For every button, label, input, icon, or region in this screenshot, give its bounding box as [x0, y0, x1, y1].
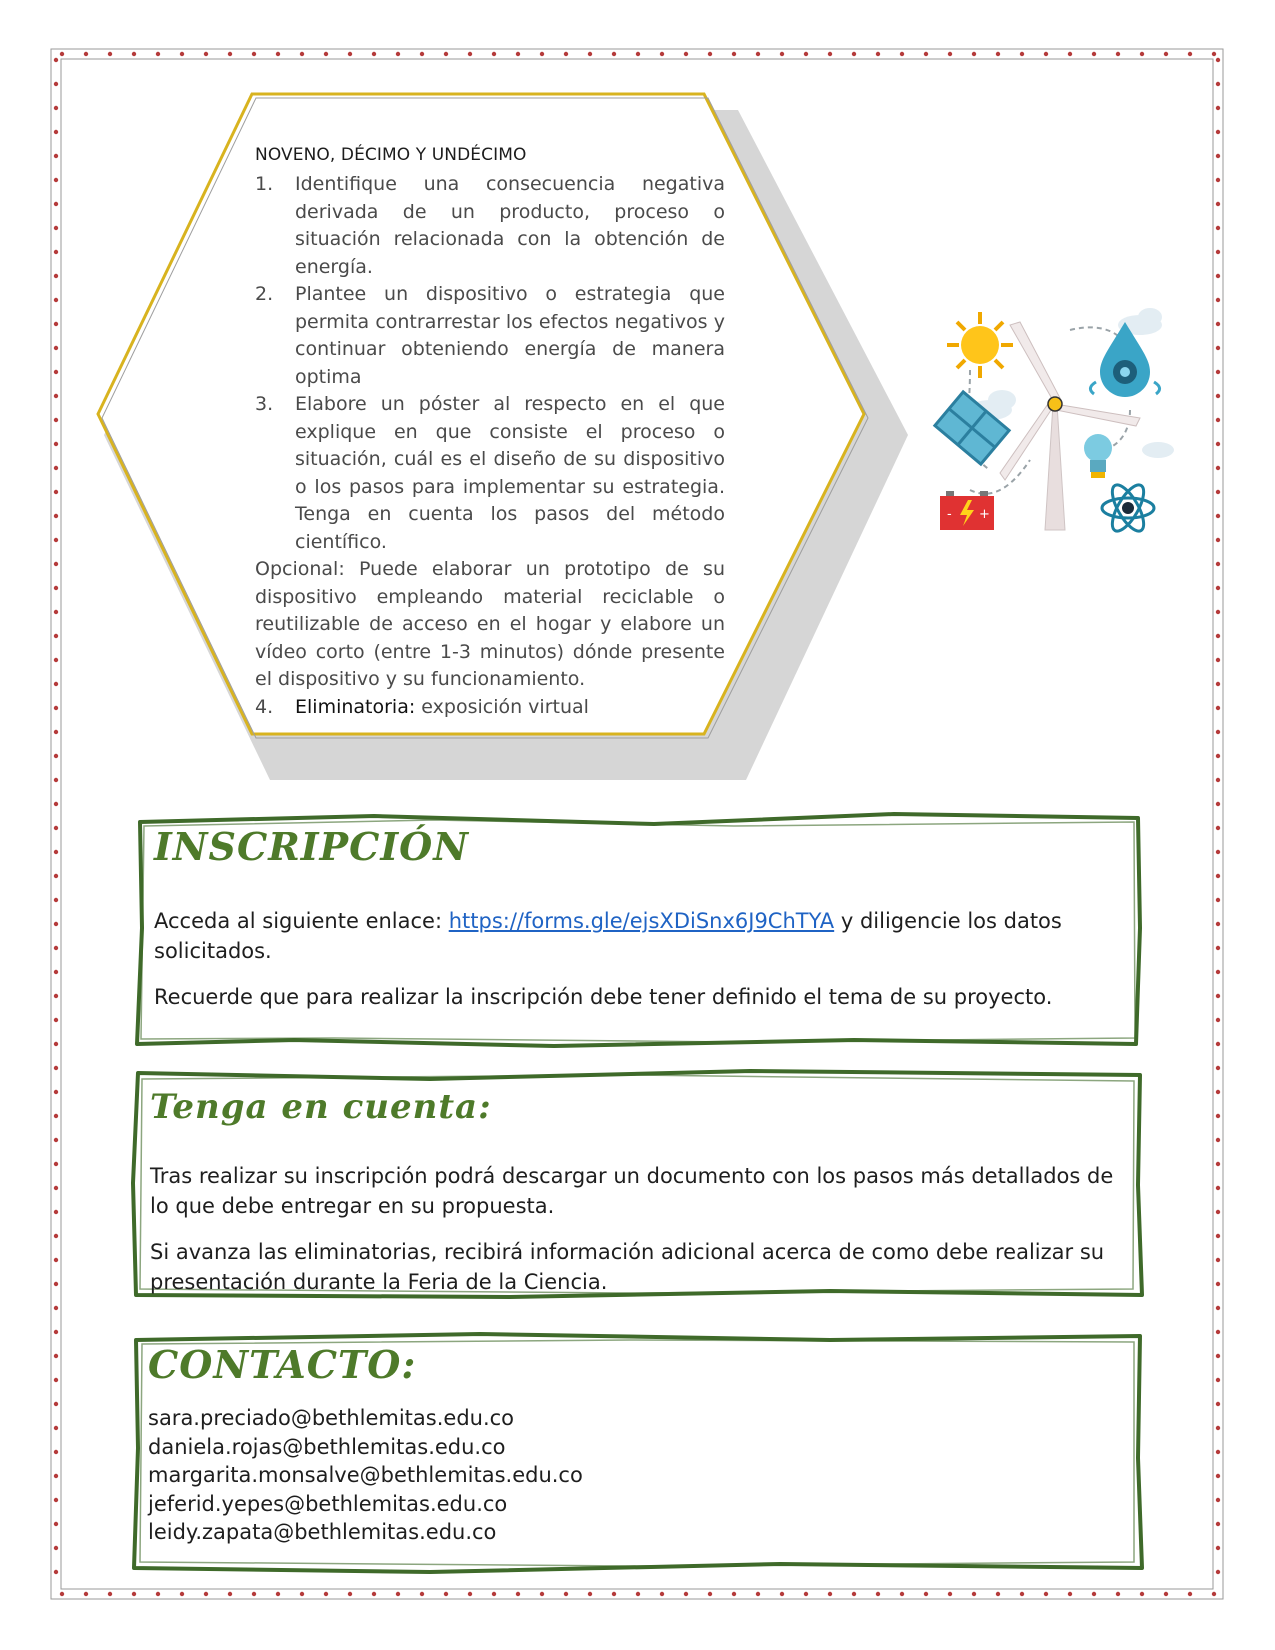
- border-ornament: [1216, 586, 1220, 590]
- border-ornament: [180, 1592, 184, 1596]
- border-ornament: [1216, 202, 1220, 206]
- border-ornament: [1216, 394, 1220, 398]
- steps-list: [255, 171, 725, 556]
- border-ornament: [348, 52, 352, 56]
- border-ornament: [1216, 1018, 1220, 1022]
- border-ornament: [54, 1018, 58, 1022]
- border-ornament: [1212, 1592, 1216, 1596]
- border-ornament: [1020, 1592, 1024, 1596]
- border-ornament: [1216, 778, 1220, 782]
- border-ornament: [780, 52, 784, 56]
- border-ornament: [1216, 1066, 1220, 1070]
- contact-email[interactable]: jeferid.yepes@bethlemitas.edu.co: [148, 1491, 508, 1516]
- border-ornament: [228, 1592, 232, 1596]
- border-ornament: [1216, 898, 1220, 902]
- border-ornament: [300, 52, 304, 56]
- step-number: 3.: [255, 393, 274, 415]
- border-ornament: [1216, 1210, 1220, 1214]
- border-ornament: [1216, 514, 1220, 518]
- border-ornament: [1188, 52, 1192, 56]
- border-ornament: [54, 754, 58, 758]
- contact-email[interactable]: sara.preciado@bethlemitas.edu.co: [148, 1406, 515, 1430]
- registration-link[interactable]: https://forms.gle/ejsXDiSnx6J9ChTYA: [448, 909, 835, 933]
- border-ornament: [1216, 1354, 1220, 1358]
- svg-text:-: -: [947, 507, 952, 522]
- contact-email-list: [148, 1404, 1048, 1547]
- border-ornament: [1140, 1592, 1144, 1596]
- border-ornament: [1216, 1234, 1220, 1238]
- step-text: Identifique una consecuencia negativa derivada de un producto, proceso o situación relacionada con la obtención de energía.: [295, 173, 725, 278]
- border-ornament: [1216, 970, 1220, 974]
- border-ornament: [852, 1592, 856, 1596]
- border-ornament: [54, 562, 58, 566]
- svg-text:+: +: [979, 507, 990, 522]
- tenga-title: Tenga en cuenta:: [150, 1087, 492, 1127]
- border-ornament: [54, 490, 58, 494]
- instructions-tail: y diligencie los datos solicitados.: [154, 909, 1062, 963]
- border-ornament: [444, 1592, 448, 1596]
- border-ornament: [876, 52, 880, 56]
- border-ornament: [1116, 52, 1120, 56]
- border-ornament: [1092, 52, 1096, 56]
- border-ornament: [156, 52, 160, 56]
- border-ornament: [1216, 418, 1220, 422]
- border-ornament: [1216, 1090, 1220, 1094]
- border-ornament: [1216, 562, 1220, 566]
- border-ornament: [900, 52, 904, 56]
- elimination-label: Eliminatoria:: [295, 695, 416, 718]
- border-ornament: [1216, 370, 1220, 374]
- border-ornament: [1216, 538, 1220, 542]
- border-ornament: [54, 442, 58, 446]
- border-ornament: [1216, 1570, 1220, 1574]
- border-ornament: [108, 52, 112, 56]
- border-ornament: [54, 898, 58, 902]
- border-ornament: [54, 1258, 58, 1262]
- list-item: [255, 171, 725, 281]
- border-ornament: [924, 52, 928, 56]
- border-ornament: [54, 682, 58, 686]
- border-ornament: [1216, 706, 1220, 710]
- border-ornament: [1216, 298, 1220, 302]
- tenga-body: [150, 1161, 1130, 1313]
- border-ornament: [54, 946, 58, 950]
- border-ornament: [1216, 754, 1220, 758]
- border-ornament: [1116, 1592, 1120, 1596]
- border-ornament: [60, 52, 64, 56]
- step-number: 2.: [255, 283, 274, 305]
- border-ornament: [612, 52, 616, 56]
- border-ornament: [732, 1592, 736, 1596]
- border-ornament: [54, 1162, 58, 1166]
- border-ornament: [54, 826, 58, 830]
- border-ornament: [132, 1592, 136, 1596]
- border-ornament: [54, 274, 58, 278]
- border-ornament: [780, 1592, 784, 1596]
- contact-email[interactable]: margarita.monsalve@bethlemitas.edu.co: [148, 1463, 583, 1487]
- border-ornament: [1216, 1330, 1220, 1334]
- border-ornament: [876, 1592, 880, 1596]
- border-ornament: [996, 1592, 1000, 1596]
- border-ornament: [54, 178, 58, 182]
- border-ornament: [276, 1592, 280, 1596]
- border-ornament: [324, 52, 328, 56]
- border-ornament: [1216, 1402, 1220, 1406]
- border-ornament: [54, 130, 58, 134]
- border-ornament: [1216, 946, 1220, 950]
- atom-icon: [1102, 480, 1154, 535]
- border-ornament: [1044, 1592, 1048, 1596]
- border-ornament: [54, 322, 58, 326]
- border-ornament: [1216, 322, 1220, 326]
- border-ornament: [54, 1138, 58, 1142]
- border-ornament: [756, 1592, 760, 1596]
- border-ornament: [972, 52, 976, 56]
- border-ornament: [1216, 1114, 1220, 1118]
- border-ornament: [54, 610, 58, 614]
- border-ornament: [84, 1592, 88, 1596]
- border-ornament: [1216, 634, 1220, 638]
- border-ornament: [1164, 1592, 1168, 1596]
- tenga-paragraph-2: Si avanza las eliminatorias, recibirá información adicional acerca de como debe realizar su presentación durante la Feria de la Ciencia.: [150, 1240, 1105, 1294]
- contact-email[interactable]: daniela.rojas@bethlemitas.edu.co: [148, 1434, 506, 1459]
- border-ornament: [1216, 58, 1220, 62]
- border-ornament: [1044, 52, 1048, 56]
- border-ornament: [54, 1378, 58, 1382]
- border-ornament: [54, 634, 58, 638]
- border-ornament: [828, 1592, 832, 1596]
- border-ornament: [54, 514, 58, 518]
- border-ornament: [132, 52, 136, 56]
- list-item: [255, 281, 725, 391]
- sun-icon: [947, 312, 1013, 378]
- border-ornament: [54, 1474, 58, 1478]
- border-ornament: [1020, 52, 1024, 56]
- border-ornament: [1164, 52, 1168, 56]
- border-ornament: [372, 1592, 376, 1596]
- step-number: 4.: [255, 695, 274, 718]
- tenga-box: [130, 1065, 1146, 1303]
- border-ornament: [252, 1592, 256, 1596]
- border-ornament: [54, 1090, 58, 1094]
- border-ornament: [1216, 922, 1220, 926]
- border-ornament: [54, 106, 58, 110]
- border-ornament: [516, 1592, 520, 1596]
- border-ornament: [54, 706, 58, 710]
- border-ornament: [54, 154, 58, 158]
- border-ornament: [54, 1546, 58, 1550]
- border-ornament: [84, 52, 88, 56]
- border-ornament: [54, 1306, 58, 1310]
- border-ornament: [828, 52, 832, 56]
- border-ornament: [180, 52, 184, 56]
- inscripcion-body: [154, 906, 1104, 1028]
- border-ornament: [1216, 106, 1220, 110]
- border-ornament: [54, 346, 58, 350]
- border-ornament: [852, 52, 856, 56]
- border-ornament: [396, 52, 400, 56]
- border-ornament: [54, 1402, 58, 1406]
- border-ornament: [588, 52, 592, 56]
- border-ornament: [1216, 1258, 1220, 1262]
- inscripcion-reminder: Recuerde que para realizar la inscripción debe tener definido el tema de su proyecto.: [154, 985, 1053, 1009]
- inscripcion-box: [134, 808, 1146, 1053]
- border-ornament: [54, 1426, 58, 1430]
- border-ornament: [54, 418, 58, 422]
- border-ornament: [156, 1592, 160, 1596]
- border-ornament: [684, 52, 688, 56]
- border-ornament: [564, 52, 568, 56]
- border-ornament: [468, 52, 472, 56]
- border-ornament: [1216, 682, 1220, 686]
- border-ornament: [54, 1354, 58, 1358]
- border-ornament: [300, 1592, 304, 1596]
- border-ornament: [54, 970, 58, 974]
- border-ornament: [1216, 466, 1220, 470]
- instructions-lead: Acceda al siguiente enlace:: [154, 909, 449, 933]
- border-ornament: [636, 52, 640, 56]
- border-ornament: [756, 52, 760, 56]
- border-ornament: [1216, 994, 1220, 998]
- border-ornament: [516, 52, 520, 56]
- border-ornament: [1216, 130, 1220, 134]
- inscripcion-title: INSCRIPCIÓN: [154, 824, 469, 869]
- contacto-title: CONTACTO:: [148, 1342, 417, 1387]
- border-ornament: [54, 370, 58, 374]
- border-ornament: [732, 52, 736, 56]
- border-ornament: [468, 1592, 472, 1596]
- border-ornament: [54, 1042, 58, 1046]
- border-ornament: [1068, 52, 1072, 56]
- elimination-text: exposición virtual: [415, 695, 589, 718]
- border-ornament: [54, 994, 58, 998]
- border-ornament: [60, 1592, 64, 1596]
- border-ornament: [1216, 610, 1220, 614]
- border-ornament: [348, 1592, 352, 1596]
- border-ornament: [54, 1498, 58, 1502]
- border-ornament: [1212, 52, 1216, 56]
- tenga-paragraph-1: Tras realizar su inscripción podrá descargar un documento con los pasos más detallados de lo que debe entregar en su propuesta.: [150, 1164, 1114, 1218]
- border-ornament: [948, 1592, 952, 1596]
- border-ornament: [204, 52, 208, 56]
- border-ornament: [1216, 826, 1220, 830]
- border-ornament: [804, 1592, 808, 1596]
- border-ornament: [54, 1282, 58, 1286]
- border-ornament: [54, 538, 58, 542]
- optional-note: Opcional: Puede elaborar un prototipo de su dispositivo empleando material reciclable o reutilizable de acceso en el hogar y elabore un vídeo corto (entre 1-3 minutos) dónde presente el dispositivo y su funcionamiento.: [255, 558, 725, 690]
- border-ornament: [420, 52, 424, 56]
- border-ornament: [612, 1592, 616, 1596]
- border-ornament: [54, 802, 58, 806]
- border-ornament: [54, 82, 58, 86]
- border-ornament: [900, 1592, 904, 1596]
- border-ornament: [54, 394, 58, 398]
- border-ornament: [1216, 1306, 1220, 1310]
- hexagon-content: [255, 145, 725, 721]
- border-ornament: [1216, 1138, 1220, 1142]
- contacto-box: [130, 1328, 1146, 1578]
- border-ornament: [276, 52, 280, 56]
- border-ornament: [1216, 1282, 1220, 1286]
- border-ornament: [1216, 226, 1220, 230]
- border-ornament: [492, 52, 496, 56]
- border-ornament: [1216, 1378, 1220, 1382]
- border-ornament: [54, 658, 58, 662]
- border-ornament: [1216, 346, 1220, 350]
- border-ornament: [708, 52, 712, 56]
- border-ornament: [1216, 154, 1220, 158]
- border-ornament: [54, 202, 58, 206]
- step-text: Plantee un dispositivo o estrategia que permita contrarrestar los efectos negativos y continuar obteniendo energía de manera optima: [295, 283, 725, 388]
- border-ornament: [54, 58, 58, 62]
- border-ornament: [54, 850, 58, 854]
- border-ornament: [1216, 82, 1220, 86]
- border-ornament: [54, 778, 58, 782]
- border-ornament: [1188, 1592, 1192, 1596]
- step-number: 1.: [255, 173, 274, 195]
- border-ornament: [1216, 850, 1220, 854]
- border-ornament: [54, 1522, 58, 1526]
- border-ornament: [1216, 1426, 1220, 1430]
- border-ornament: [54, 922, 58, 926]
- border-ornament: [54, 730, 58, 734]
- border-ornament: [54, 1186, 58, 1190]
- border-ornament: [1216, 1186, 1220, 1190]
- border-ornament: [588, 1592, 592, 1596]
- border-ornament: [54, 1450, 58, 1454]
- border-ornament: [924, 1592, 928, 1596]
- border-ornament: [54, 250, 58, 254]
- border-ornament: [252, 52, 256, 56]
- battery-icon: [940, 491, 994, 530]
- border-ornament: [54, 466, 58, 470]
- border-ornament: [396, 1592, 400, 1596]
- border-ornament: [54, 298, 58, 302]
- border-ornament: [684, 1592, 688, 1596]
- border-ornament: [420, 1592, 424, 1596]
- border-ornament: [372, 52, 376, 56]
- border-ornament: [1216, 490, 1220, 494]
- border-ornament: [1216, 874, 1220, 878]
- border-ornament: [1216, 250, 1220, 254]
- border-ornament: [972, 1592, 976, 1596]
- border-ornament: [708, 1592, 712, 1596]
- bulb-icon: [1084, 434, 1112, 478]
- border-ornament: [54, 1570, 58, 1574]
- border-ornament: [636, 1592, 640, 1596]
- border-ornament: [1216, 1498, 1220, 1502]
- border-ornament: [1216, 658, 1220, 662]
- border-ornament: [1216, 802, 1220, 806]
- list-item: [255, 391, 725, 556]
- border-ornament: [54, 226, 58, 230]
- border-ornament: [1140, 52, 1144, 56]
- border-ornament: [804, 52, 808, 56]
- border-ornament: [1092, 1592, 1096, 1596]
- border-ornament: [1068, 1592, 1072, 1596]
- border-ornament: [1216, 1546, 1220, 1550]
- border-ornament: [660, 1592, 664, 1596]
- border-ornament: [948, 52, 952, 56]
- border-ornament: [1216, 1474, 1220, 1478]
- border-ornament: [204, 1592, 208, 1596]
- border-ornament: [996, 52, 1000, 56]
- border-ornament: [1216, 1450, 1220, 1454]
- border-ornament: [54, 1114, 58, 1118]
- border-ornament: [1216, 1162, 1220, 1166]
- border-ornament: [1216, 178, 1220, 182]
- step-text: Elabore un póster al respecto en el que explique en que consiste el proceso o situación, cuál es el diseño de su dispositivo o los pasos para implementar su estrategia. Tenga en cuenta los pasos del método científico.: [295, 393, 725, 553]
- energy-illustration: [930, 300, 1190, 570]
- border-ornament: [492, 1592, 496, 1596]
- border-ornament: [228, 52, 232, 56]
- border-ornament: [54, 1210, 58, 1214]
- border-ornament: [324, 1592, 328, 1596]
- border-ornament: [54, 1330, 58, 1334]
- border-ornament: [1216, 1522, 1220, 1526]
- border-ornament: [1216, 274, 1220, 278]
- contact-email[interactable]: leidy.zapata@bethlemitas.edu.co: [148, 1520, 497, 1544]
- border-ornament: [1216, 1042, 1220, 1046]
- border-ornament: [54, 874, 58, 878]
- border-ornament: [564, 1592, 568, 1596]
- list-item: [255, 694, 725, 722]
- border-ornament: [54, 586, 58, 590]
- inscripcion-instructions: [154, 906, 1104, 966]
- border-ornament: [540, 52, 544, 56]
- border-ornament: [660, 52, 664, 56]
- grade-heading: NOVENO, DÉCIMO Y UNDÉCIMO: [255, 145, 527, 165]
- border-ornament: [54, 1234, 58, 1238]
- border-ornament: [1216, 730, 1220, 734]
- border-ornament: [540, 1592, 544, 1596]
- border-ornament: [1216, 442, 1220, 446]
- border-ornament: [444, 52, 448, 56]
- border-ornament: [108, 1592, 112, 1596]
- border-ornament: [54, 1066, 58, 1070]
